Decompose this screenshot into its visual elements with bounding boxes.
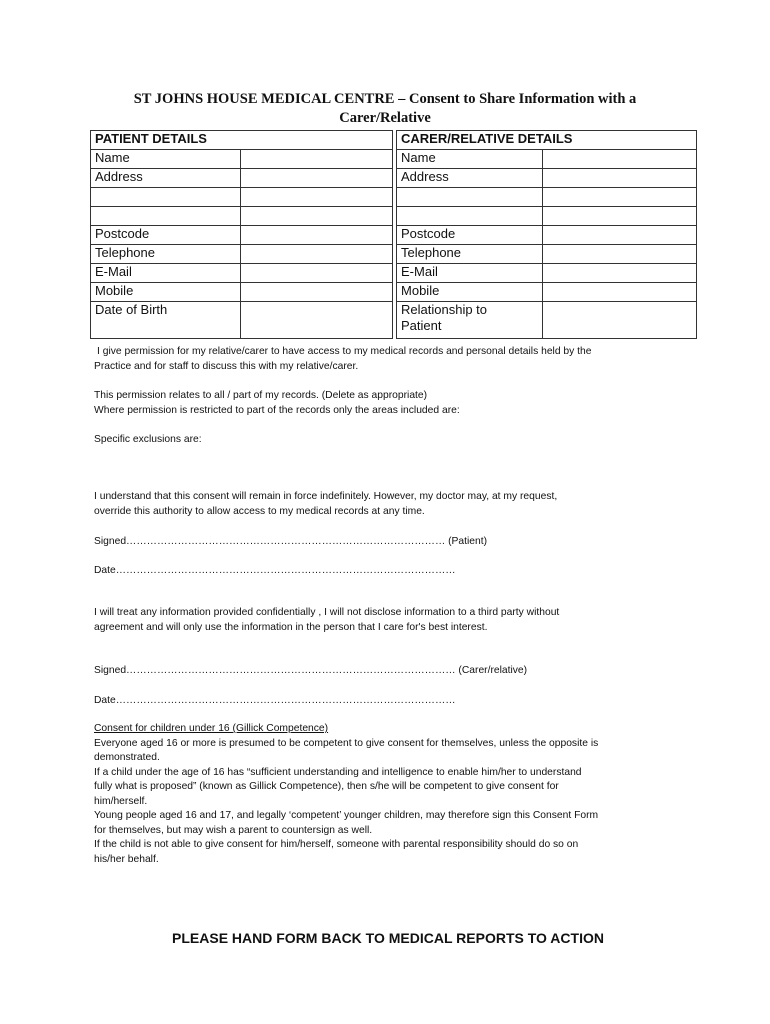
children-p2-line-3: him/herself. (94, 795, 148, 807)
form-title-line-1: ST JOHNS HOUSE MEDICAL CENTRE – Consent to Share Information with a (133, 91, 637, 107)
carer-mobile-field[interactable] (543, 283, 697, 302)
permission-scope (94, 389, 684, 418)
details-table (90, 130, 697, 339)
patient-dob-field[interactable] (241, 302, 393, 339)
patient-email-field[interactable] (241, 264, 393, 283)
carer-address-field[interactable] (543, 169, 697, 188)
carer-address-line-2-field[interactable] (543, 188, 697, 207)
children-p3-line-2: for themselves, but may wish a parent to countersign as well. (94, 824, 373, 836)
patient-telephone-label: Telephone (91, 245, 241, 264)
patient-mobile-label: Mobile (91, 283, 241, 302)
carer-name-field[interactable] (543, 150, 697, 169)
patient-details-heading: PATIENT DETAILS (91, 131, 393, 150)
children-p4-line-2: his/her behalf. (94, 853, 159, 865)
children-heading: Consent for children under 16 (Gillick Competence) (94, 723, 329, 734)
date-carer-line[interactable]: Date……………………………………………………………………………………… (94, 695, 456, 706)
patient-address-field[interactable] (241, 169, 393, 188)
understand-line-2: override this authority to allow access to my medical records at any time. (94, 505, 425, 517)
children-section (94, 722, 684, 867)
understand-line-1: I understand that this consent will remain in force indefinitely. However, my doctor may, at my request, (94, 491, 558, 502)
carer-relationship-field[interactable] (543, 302, 697, 339)
confidential-line-1: I will treat any information provided confidentially , I will not disclose information to a third party without (94, 607, 560, 618)
carer-email-label: E-Mail (397, 264, 543, 283)
patient-telephone-field[interactable] (241, 245, 393, 264)
carer-relationship-label (397, 302, 543, 339)
patient-address-label: Address (91, 169, 241, 188)
patient-name-label: Name (91, 150, 241, 169)
patient-dob-label: Date of Birth (91, 302, 241, 339)
carer-relationship-label-line-1: Relationship to (401, 302, 488, 317)
permission-line-2: Practice and for staff to discuss this with my relative/carer. (94, 360, 359, 372)
patient-address-line-2-field[interactable] (241, 188, 393, 207)
carer-telephone-label: Telephone (397, 245, 543, 264)
carer-details-heading: CARER/RELATIVE DETAILS (397, 131, 697, 150)
understand-paragraph (94, 490, 684, 519)
children-p2-line-1: If a child under the age of 16 has “sufficient understanding and intelligence to enable him/her to understand (94, 766, 582, 778)
children-p1-line-2: demonstrated. (94, 752, 160, 763)
carer-address-line-2[interactable] (397, 188, 543, 207)
form-title-line-2: Carer/Relative (339, 110, 431, 126)
carer-telephone-field[interactable] (543, 245, 697, 264)
carer-address-label: Address (397, 169, 543, 188)
children-p4-line-1: If the child is not able to give consent for him/herself, someone with parental responsibility should do so on (94, 839, 579, 850)
carer-postcode-label: Postcode (397, 226, 543, 245)
restricted-line: Where permission is restricted to part of the records only the areas included are: (94, 404, 460, 416)
permission-paragraph (94, 345, 684, 374)
signed-patient-line[interactable]: Signed………………………………………………………………………………… (Patient) (94, 536, 488, 547)
patient-postcode-label: Postcode (91, 226, 241, 245)
patient-email-label: E-Mail (91, 264, 241, 283)
carer-email-field[interactable] (543, 264, 697, 283)
patient-address-line-3-field[interactable] (241, 207, 393, 226)
confidential-paragraph (94, 606, 684, 635)
exclusions-line: Specific exclusions are: (94, 434, 202, 445)
patient-address-line-2[interactable] (91, 188, 241, 207)
carer-address-line-3[interactable] (397, 207, 543, 226)
footer-instruction: PLEASE HAND FORM BACK TO MEDICAL REPORTS TO ACTION (172, 930, 604, 946)
permission-line-1: I give permission for my relative/carer to have access to my medical records and personal details held by the (97, 346, 592, 357)
carer-postcode-field[interactable] (543, 226, 697, 245)
carer-relationship-label-line-2: Patient (401, 318, 442, 333)
date-patient-line[interactable]: Date……………………………………………………………………………………… (94, 565, 456, 576)
patient-address-line-3[interactable] (91, 207, 241, 226)
children-p1-line-1: Everyone aged 16 or more is presumed to be competent to give consent for themselves, unless the opposite is (94, 737, 599, 749)
patient-mobile-field[interactable] (241, 283, 393, 302)
confidential-line-2: agreement and will only use the information in the person that I care for's best interest. (94, 621, 488, 633)
children-p2-line-2: fully what is proposed” (known as Gillick Competence), then s/he will be competent to give consent for (94, 781, 559, 792)
children-p3-line-1: Young people aged 16 and 17, and legally ‘competent’ younger children, may therefore sign this Consent Form (94, 810, 599, 821)
patient-postcode-field[interactable] (241, 226, 393, 245)
relates-line: This permission relates to all / part of my records. (Delete as appropriate) (94, 390, 428, 401)
patient-name-field[interactable] (241, 150, 393, 169)
carer-address-line-3-field[interactable] (543, 207, 697, 226)
signed-carer-line[interactable]: Signed…………………………………………………………………………………… (Carer/relative) (94, 665, 528, 676)
carer-mobile-label: Mobile (397, 283, 543, 302)
carer-name-label: Name (397, 150, 543, 169)
